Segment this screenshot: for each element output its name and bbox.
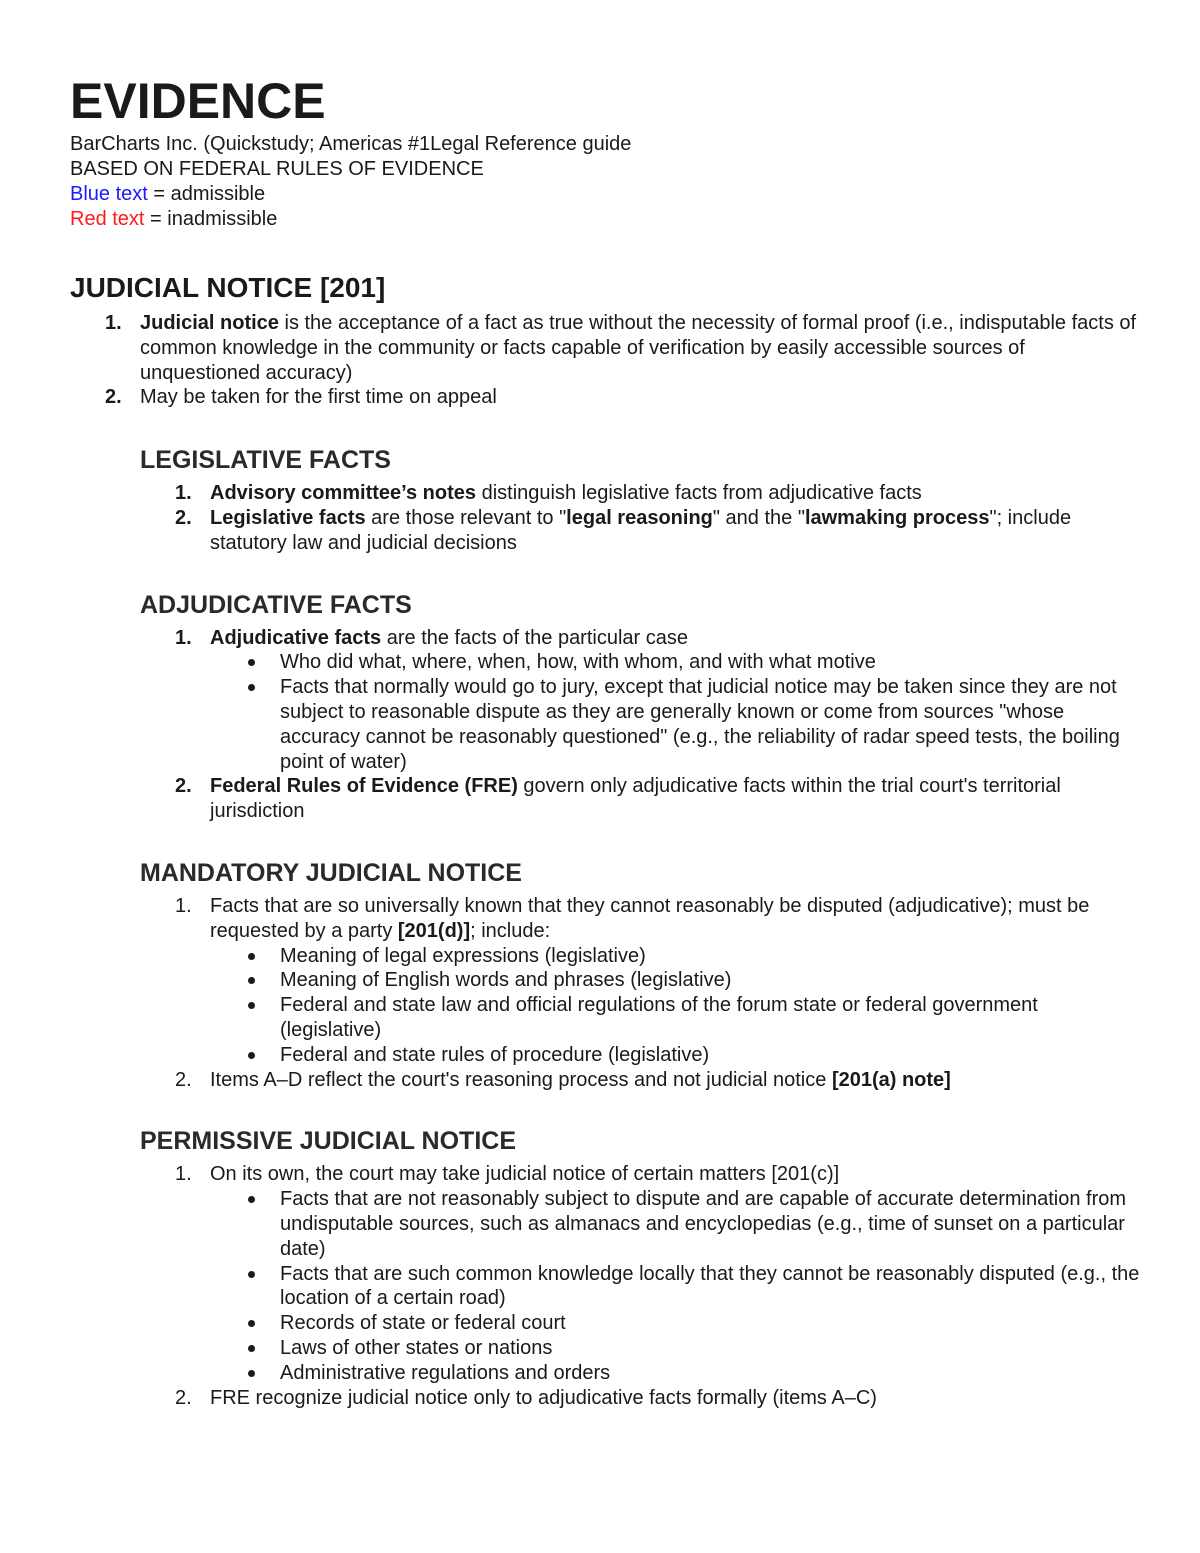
source-line: BarCharts Inc. (Quickstudy; Americas #1Legal Reference guide — [70, 133, 632, 155]
list-number: 2. — [175, 1068, 192, 1091]
document-title: EVIDENCE — [70, 73, 326, 129]
subheading-adjudicative-facts: ADJUDICATIVE FACTS — [140, 590, 412, 619]
bullet-text: Laws of other states or nations — [280, 1336, 553, 1359]
bullet-item — [210, 1361, 1140, 1386]
bullet-list — [210, 944, 1140, 1068]
bullet-item — [210, 968, 1140, 993]
adjudicative-facts-list — [140, 626, 1140, 824]
permissive-list — [140, 1162, 1140, 1410]
list-number: 1. — [175, 626, 192, 649]
legend-red — [70, 207, 1140, 232]
bullet-list — [210, 650, 1140, 774]
bullet-text: Administrative regulations and orders — [280, 1361, 611, 1384]
bullet-text: Meaning of legal expressions (legislative) — [280, 944, 646, 967]
bullet-dot-icon — [248, 953, 255, 960]
bullet-item — [210, 1187, 1140, 1261]
term: Judicial notice — [140, 312, 279, 334]
bullet-dot-icon — [248, 659, 255, 666]
definition: are the facts of the particular case — [381, 626, 688, 649]
document-page — [70, 70, 1140, 1410]
text-part: ; include: — [470, 919, 551, 942]
list-number: 2. — [105, 386, 122, 409]
bullet-dot-icon — [248, 1320, 255, 1327]
bullet-text: Records of state or federal court — [280, 1312, 566, 1335]
list-item — [140, 894, 1140, 1068]
bullet-item — [210, 993, 1140, 1043]
legend-blue-label: Blue text — [70, 183, 148, 205]
item-text: May be taken for the first time on appeal — [140, 386, 497, 409]
bullet-item — [210, 944, 1140, 969]
list-item — [140, 774, 1140, 824]
list-item — [140, 1386, 1140, 1411]
legend-blue — [70, 182, 1140, 207]
definition: is the acceptance of a fact as true without the necessity of formal proof (i.e., indisputable facts of common knowledge in the community or facts capable of verification by easily accessible sources of unquestioned accuracy) — [140, 312, 1137, 384]
text-part: Items A–D reflect the court's reasoning process and not judicial notice — [210, 1068, 832, 1091]
bullet-text: Meaning of English words and phrases (legislative) — [280, 969, 732, 992]
bullet-dot-icon — [248, 1345, 255, 1352]
bullet-list — [210, 1187, 1140, 1385]
term: Adjudicative facts — [210, 626, 382, 649]
text-part: Facts that are so universally known that they cannot reasonably be disputed (adjudicative); must be requested by a party — [210, 894, 1090, 942]
bullet-text: Facts that are such common knowledge locally that they cannot be reasonably disputed (e.g., the location of a certain road) — [280, 1262, 1140, 1310]
bullet-dot-icon — [248, 1196, 255, 1203]
item-text: FRE recognize judicial notice only to adjudicative facts formally (items A–C) — [210, 1386, 877, 1409]
bullet-dot-icon — [248, 684, 255, 691]
bullet-item — [210, 1043, 1140, 1068]
subheading-permissive-judicial-notice: PERMISSIVE JUDICIAL NOTICE — [140, 1127, 516, 1156]
definition: distinguish legislative facts from adjudicative facts — [476, 482, 922, 505]
list-item — [70, 385, 1140, 410]
bullet-dot-icon — [248, 1052, 255, 1059]
subheading-mandatory-judicial-notice: MANDATORY JUDICIAL NOTICE — [140, 858, 522, 887]
legend-red-label: Red text — [70, 208, 145, 230]
bullet-item — [210, 650, 1140, 675]
list-number: 2. — [175, 775, 192, 798]
term: legal reasoning — [566, 506, 713, 529]
legend-red-meaning: = inadmissible — [144, 208, 278, 230]
item-text: On its own, the court may take judicial notice of certain matters [201(c)] — [210, 1163, 840, 1186]
definition: govern only adjudicative facts within the trial court's territorial jurisdiction — [210, 775, 1061, 823]
text-part: " and the " — [712, 506, 805, 529]
bullet-text: Who did what, where, when, how, with whom, and with what motive — [280, 651, 876, 674]
text-part: "; include statutory law and judicial decisions — [210, 506, 1072, 554]
list-item — [140, 506, 1140, 556]
subheading-legislative-facts: LEGISLATIVE FACTS — [140, 446, 391, 475]
list-number: 2. — [175, 1386, 192, 1409]
subsections — [70, 444, 1140, 1410]
text-part: are those relevant to " — [365, 506, 567, 529]
term: Federal Rules of Evidence (FRE) — [210, 775, 518, 798]
judicial-notice-list — [70, 311, 1140, 410]
bullet-item — [210, 675, 1140, 774]
based-on-line: BASED ON FEDERAL RULES OF EVIDENCE — [70, 158, 484, 180]
mandatory-list — [140, 894, 1140, 1092]
list-number: 2. — [175, 506, 192, 529]
list-item — [140, 1162, 1140, 1385]
list-item — [70, 311, 1140, 385]
list-item — [140, 1068, 1140, 1093]
term: Advisory committee’s notes — [210, 482, 477, 505]
bullet-text: Facts that are not reasonably subject to dispute and are capable of accurate determination from undisputable sources, such as almanacs and encyclopedias (e.g., time of sunset on a particular date) — [280, 1188, 1127, 1260]
list-number: 1. — [175, 894, 192, 917]
bullet-item — [210, 1262, 1140, 1312]
bullet-item — [210, 1336, 1140, 1361]
bullet-text: Federal and state rules of procedure (legislative) — [280, 1043, 710, 1066]
bullet-dot-icon — [248, 1002, 255, 1009]
legend-blue-meaning: = admissible — [147, 183, 266, 205]
bullet-item — [210, 1311, 1140, 1336]
list-item — [140, 626, 1140, 775]
bullet-dot-icon — [248, 1271, 255, 1278]
term: lawmaking process — [804, 506, 990, 529]
list-number: 1. — [175, 1163, 192, 1186]
bullet-text: Federal and state law and official regulations of the forum state or federal government (legislative) — [280, 994, 1038, 1041]
bullet-dot-icon — [248, 1370, 255, 1377]
rule-citation: [201(d)] — [397, 919, 471, 942]
list-item — [140, 481, 1140, 506]
bullet-text: Facts that normally would go to jury, except that judicial notice may be taken since they are not subject to reasonable dispute as they are generally known or come from sources "whose accuracy cannot be reasonably questioned" (e.g., the reliability of radar speed tests, the boiling point of water) — [280, 676, 1120, 773]
section-heading-judicial-notice: JUDICIAL NOTICE [201] — [70, 272, 386, 303]
bullet-dot-icon — [248, 977, 255, 984]
term: Legislative facts — [210, 506, 366, 529]
list-number: 1. — [105, 312, 122, 334]
rule-citation: [201(a) note] — [831, 1068, 951, 1091]
list-number: 1. — [175, 482, 192, 505]
legislative-facts-list — [140, 481, 1140, 555]
